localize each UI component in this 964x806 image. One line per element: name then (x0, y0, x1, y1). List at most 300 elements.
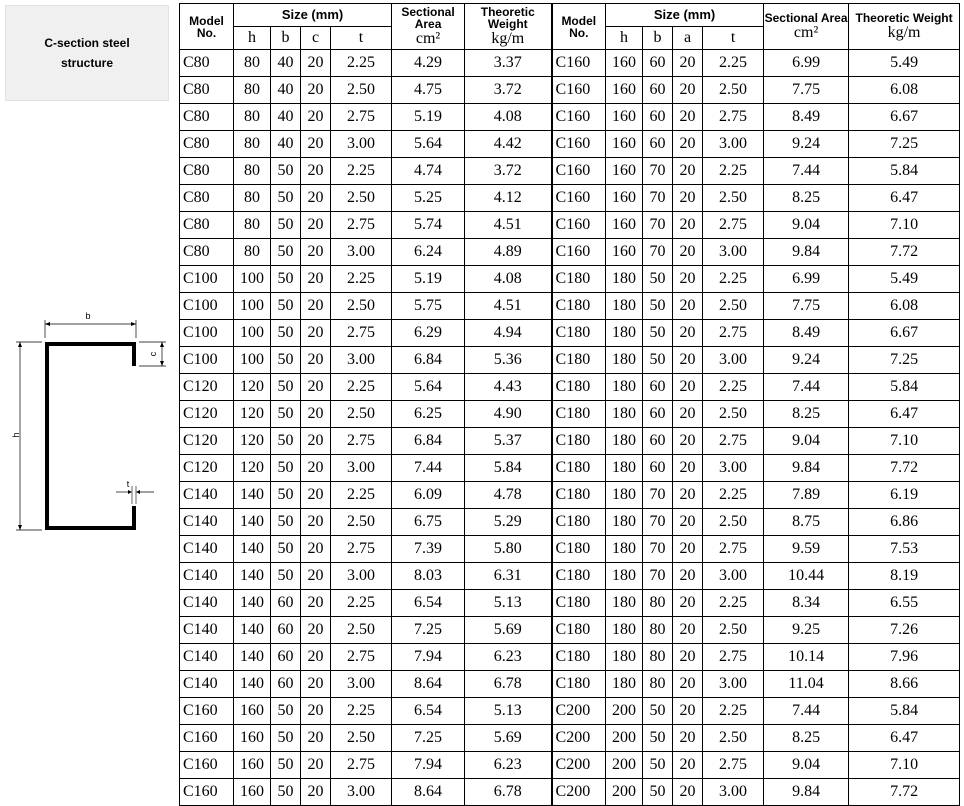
right-area-cell: 7.89 (764, 482, 849, 509)
header-h-right: h (606, 27, 643, 50)
left-b-cell: 50 (271, 185, 301, 212)
right-area-cell: 9.59 (764, 536, 849, 563)
left-b-cell: 50 (271, 401, 301, 428)
right-area-cell: 8.34 (764, 590, 849, 617)
header-area-left (392, 4, 465, 50)
left-weight-cell: 4.90 (465, 401, 552, 428)
table-row (180, 752, 960, 779)
left-c-cell: 20 (301, 50, 331, 77)
left-area-cell: 7.44 (392, 455, 465, 482)
table-row (180, 347, 960, 374)
header-weight-right (849, 4, 960, 50)
left-t-cell: 2.25 (331, 698, 392, 725)
right-model-cell: C200 (552, 725, 606, 752)
right-h-cell: 200 (606, 752, 643, 779)
right-b-cell: 60 (643, 104, 673, 131)
left-h-cell: 100 (234, 320, 271, 347)
right-c-cell: 20 (673, 77, 703, 104)
table-row (180, 185, 960, 212)
right-area-cell: 8.49 (764, 320, 849, 347)
right-h-cell: 160 (606, 212, 643, 239)
left-c-cell: 20 (301, 347, 331, 374)
right-area-cell: 9.04 (764, 212, 849, 239)
left-area-cell: 6.24 (392, 239, 465, 266)
right-h-cell: 180 (606, 347, 643, 374)
right-h-cell: 180 (606, 293, 643, 320)
right-model-cell: C200 (552, 752, 606, 779)
right-model-cell: C180 (552, 671, 606, 698)
table-row (180, 428, 960, 455)
right-model-cell: C180 (552, 509, 606, 536)
left-area-cell: 5.19 (392, 104, 465, 131)
left-b-cell: 50 (271, 347, 301, 374)
left-b-cell: 50 (271, 725, 301, 752)
left-t-cell: 2.50 (331, 77, 392, 104)
left-b-cell: 50 (271, 239, 301, 266)
left-t-cell: 2.50 (331, 509, 392, 536)
left-t-cell: 2.75 (331, 644, 392, 671)
left-area-cell: 5.19 (392, 266, 465, 293)
left-b-cell: 40 (271, 77, 301, 104)
right-t-cell: 2.75 (703, 536, 764, 563)
right-model-cell: C180 (552, 536, 606, 563)
left-model-cell: C80 (180, 239, 234, 266)
left-h-cell: 80 (234, 212, 271, 239)
left-c-cell: 20 (301, 455, 331, 482)
right-t-cell: 2.25 (703, 590, 764, 617)
left-b-cell: 50 (271, 698, 301, 725)
c-section-diagram (8, 308, 170, 540)
right-b-cell: 60 (643, 455, 673, 482)
header-weight-right-label: Theoretic Weight (855, 10, 953, 25)
table-row (180, 158, 960, 185)
right-c-cell: 20 (673, 104, 703, 131)
header-weight-right-unit: kg/m (887, 23, 921, 41)
right-c-cell: 20 (673, 725, 703, 752)
left-weight-cell: 5.69 (465, 725, 552, 752)
right-b-cell: 70 (643, 212, 673, 239)
right-t-cell: 3.00 (703, 347, 764, 374)
right-h-cell: 180 (606, 563, 643, 590)
right-weight-cell: 5.84 (849, 698, 960, 725)
left-c-cell: 20 (301, 644, 331, 671)
right-c-cell: 20 (673, 131, 703, 158)
right-weight-cell: 6.19 (849, 482, 960, 509)
table-row (180, 266, 960, 293)
right-t-cell: 2.50 (703, 401, 764, 428)
right-c-cell: 20 (673, 482, 703, 509)
left-b-cell: 40 (271, 104, 301, 131)
right-c-cell: 20 (673, 752, 703, 779)
left-model-cell: C160 (180, 779, 234, 806)
left-b-cell: 60 (271, 617, 301, 644)
right-h-cell: 180 (606, 671, 643, 698)
left-c-cell: 20 (301, 239, 331, 266)
left-t-cell: 2.75 (331, 752, 392, 779)
right-h-cell: 180 (606, 455, 643, 482)
right-area-cell: 10.44 (764, 563, 849, 590)
left-model-cell: C120 (180, 455, 234, 482)
right-t-cell: 2.75 (703, 428, 764, 455)
right-model-cell: C160 (552, 158, 606, 185)
right-h-cell: 160 (606, 77, 643, 104)
right-area-cell: 9.84 (764, 455, 849, 482)
table-row (180, 617, 960, 644)
left-h-cell: 100 (234, 266, 271, 293)
left-c-cell: 20 (301, 590, 331, 617)
left-model-cell: C80 (180, 158, 234, 185)
table-row (180, 779, 960, 806)
left-weight-cell: 6.78 (465, 671, 552, 698)
left-weight-cell: 4.51 (465, 293, 552, 320)
left-model-cell: C80 (180, 212, 234, 239)
title-line-1: C-section steel (44, 36, 130, 50)
right-weight-cell: 7.96 (849, 644, 960, 671)
right-h-cell: 180 (606, 590, 643, 617)
left-b-cell: 50 (271, 509, 301, 536)
header-weight-left-unit: kg/m (491, 29, 525, 47)
left-model-cell: C80 (180, 50, 234, 77)
header-size-right: Size (mm) (606, 4, 764, 27)
left-area-cell: 5.74 (392, 212, 465, 239)
right-c-cell: 20 (673, 428, 703, 455)
right-area-cell: 9.25 (764, 617, 849, 644)
left-t-cell: 3.00 (331, 563, 392, 590)
left-area-cell: 6.25 (392, 401, 465, 428)
left-weight-cell: 6.31 (465, 563, 552, 590)
left-c-cell: 20 (301, 266, 331, 293)
right-h-cell: 200 (606, 725, 643, 752)
table-row (180, 293, 960, 320)
left-area-cell: 7.39 (392, 536, 465, 563)
right-b-cell: 50 (643, 347, 673, 374)
left-model-cell: C80 (180, 185, 234, 212)
left-b-cell: 50 (271, 455, 301, 482)
left-model-cell: C160 (180, 725, 234, 752)
left-b-cell: 50 (271, 158, 301, 185)
right-c-cell: 20 (673, 671, 703, 698)
left-h-cell: 100 (234, 293, 271, 320)
table-row (180, 77, 960, 104)
left-b-cell: 50 (271, 374, 301, 401)
header-t-left: t (331, 27, 392, 50)
left-b-cell: 50 (271, 320, 301, 347)
left-model-cell: C140 (180, 563, 234, 590)
left-h-cell: 140 (234, 644, 271, 671)
right-t-cell: 2.25 (703, 50, 764, 77)
right-weight-cell: 6.08 (849, 77, 960, 104)
right-b-cell: 70 (643, 239, 673, 266)
left-weight-cell: 5.13 (465, 590, 552, 617)
header-weight-left-label: Theoretic Weight (480, 4, 535, 31)
right-area-cell: 8.75 (764, 509, 849, 536)
right-h-cell: 180 (606, 644, 643, 671)
left-h-cell: 140 (234, 482, 271, 509)
right-model-cell: C180 (552, 482, 606, 509)
right-h-cell: 200 (606, 698, 643, 725)
left-t-cell: 2.50 (331, 293, 392, 320)
right-area-cell: 9.84 (764, 239, 849, 266)
right-c-cell: 20 (673, 563, 703, 590)
header-weight-left (465, 4, 552, 50)
right-t-cell: 2.25 (703, 158, 764, 185)
right-b-cell: 60 (643, 77, 673, 104)
right-t-cell: 3.00 (703, 239, 764, 266)
left-t-cell: 2.25 (331, 374, 392, 401)
left-t-cell: 2.50 (331, 401, 392, 428)
table-row (180, 482, 960, 509)
header-area-right-unit: cm² (793, 23, 819, 41)
left-c-cell: 20 (301, 698, 331, 725)
left-t-cell: 2.25 (331, 482, 392, 509)
left-model-cell: C100 (180, 320, 234, 347)
right-model-cell: C160 (552, 185, 606, 212)
left-h-cell: 140 (234, 536, 271, 563)
right-c-cell: 20 (673, 374, 703, 401)
right-t-cell: 2.75 (703, 752, 764, 779)
table-row (180, 374, 960, 401)
left-c-cell: 20 (301, 104, 331, 131)
right-c-cell: 20 (673, 293, 703, 320)
right-weight-cell: 6.47 (849, 725, 960, 752)
left-b-cell: 50 (271, 536, 301, 563)
right-area-cell: 8.49 (764, 104, 849, 131)
left-c-cell: 20 (301, 185, 331, 212)
left-model-cell: C120 (180, 401, 234, 428)
c-section-profile (45, 342, 136, 530)
right-weight-cell: 7.26 (849, 617, 960, 644)
left-h-cell: 140 (234, 563, 271, 590)
left-weight-cell: 4.42 (465, 131, 552, 158)
left-t-cell: 2.75 (331, 212, 392, 239)
header-b-right: b (643, 27, 673, 50)
left-weight-cell: 3.72 (465, 158, 552, 185)
left-c-cell: 20 (301, 563, 331, 590)
left-model-cell: C80 (180, 131, 234, 158)
left-area-cell: 7.94 (392, 644, 465, 671)
header-b-left: b (271, 27, 301, 50)
left-model-cell: C140 (180, 536, 234, 563)
right-c-cell: 20 (673, 347, 703, 374)
left-weight-cell: 4.08 (465, 266, 552, 293)
right-area-cell: 7.75 (764, 293, 849, 320)
table-row (180, 698, 960, 725)
right-area-cell: 7.75 (764, 77, 849, 104)
right-b-cell: 50 (643, 293, 673, 320)
left-area-cell: 5.64 (392, 374, 465, 401)
right-h-cell: 160 (606, 158, 643, 185)
right-model-cell: C160 (552, 104, 606, 131)
right-weight-cell: 7.25 (849, 131, 960, 158)
right-model-cell: C180 (552, 347, 606, 374)
left-t-cell: 3.00 (331, 671, 392, 698)
title-box (5, 5, 169, 101)
left-area-cell: 4.29 (392, 50, 465, 77)
right-h-cell: 180 (606, 428, 643, 455)
right-t-cell: 2.25 (703, 482, 764, 509)
left-t-cell: 2.25 (331, 266, 392, 293)
left-weight-cell: 4.08 (465, 104, 552, 131)
left-model-cell: C100 (180, 293, 234, 320)
left-h-cell: 140 (234, 671, 271, 698)
left-t-cell: 2.75 (331, 536, 392, 563)
left-t-cell: 3.00 (331, 455, 392, 482)
left-weight-cell: 5.69 (465, 617, 552, 644)
table-row (180, 239, 960, 266)
right-c-cell: 20 (673, 239, 703, 266)
right-c-cell: 20 (673, 590, 703, 617)
right-weight-cell: 6.67 (849, 320, 960, 347)
left-t-cell: 3.00 (331, 347, 392, 374)
left-t-cell: 3.00 (331, 131, 392, 158)
table-row (180, 401, 960, 428)
right-t-cell: 2.75 (703, 212, 764, 239)
right-weight-cell: 6.67 (849, 104, 960, 131)
right-h-cell: 160 (606, 50, 643, 77)
right-area-cell: 7.44 (764, 698, 849, 725)
right-weight-cell: 5.49 (849, 50, 960, 77)
right-area-cell: 9.24 (764, 131, 849, 158)
left-area-cell: 4.75 (392, 77, 465, 104)
right-h-cell: 180 (606, 266, 643, 293)
header-h-left: h (234, 27, 271, 50)
right-b-cell: 60 (643, 401, 673, 428)
right-area-cell: 11.04 (764, 671, 849, 698)
right-model-cell: C160 (552, 77, 606, 104)
dim-label-c: c (148, 351, 158, 357)
right-model-cell: C180 (552, 293, 606, 320)
right-b-cell: 80 (643, 671, 673, 698)
left-model-cell: C140 (180, 644, 234, 671)
right-area-cell: 6.99 (764, 50, 849, 77)
left-b-cell: 50 (271, 428, 301, 455)
right-b-cell: 60 (643, 50, 673, 77)
left-c-cell: 20 (301, 158, 331, 185)
left-area-cell: 6.54 (392, 698, 465, 725)
right-b-cell: 70 (643, 509, 673, 536)
left-area-cell: 8.03 (392, 563, 465, 590)
right-c-cell: 20 (673, 212, 703, 239)
table-row (180, 725, 960, 752)
right-weight-cell: 6.08 (849, 293, 960, 320)
right-model-cell: C180 (552, 428, 606, 455)
right-h-cell: 180 (606, 617, 643, 644)
specification-table (179, 3, 960, 806)
right-weight-cell: 7.10 (849, 428, 960, 455)
left-h-cell: 80 (234, 50, 271, 77)
left-b-cell: 60 (271, 590, 301, 617)
right-model-cell: C180 (552, 374, 606, 401)
right-c-cell: 20 (673, 455, 703, 482)
left-h-cell: 100 (234, 347, 271, 374)
right-weight-cell: 7.72 (849, 779, 960, 806)
right-h-cell: 160 (606, 104, 643, 131)
left-t-cell: 2.25 (331, 158, 392, 185)
left-weight-cell: 6.23 (465, 752, 552, 779)
right-weight-cell: 7.53 (849, 536, 960, 563)
right-h-cell: 160 (606, 239, 643, 266)
header-t-right: t (703, 27, 764, 50)
right-b-cell: 50 (643, 752, 673, 779)
right-area-cell: 9.24 (764, 347, 849, 374)
left-c-cell: 20 (301, 374, 331, 401)
left-c-cell: 20 (301, 509, 331, 536)
right-b-cell: 60 (643, 428, 673, 455)
left-weight-cell: 4.89 (465, 239, 552, 266)
right-t-cell: 3.00 (703, 563, 764, 590)
left-h-cell: 120 (234, 428, 271, 455)
right-model-cell: C160 (552, 50, 606, 77)
right-h-cell: 180 (606, 509, 643, 536)
right-t-cell: 2.75 (703, 320, 764, 347)
right-model-cell: C160 (552, 212, 606, 239)
right-b-cell: 50 (643, 779, 673, 806)
left-t-cell: 2.75 (331, 320, 392, 347)
left-area-cell: 5.25 (392, 185, 465, 212)
left-h-cell: 140 (234, 590, 271, 617)
left-weight-cell: 6.78 (465, 779, 552, 806)
left-c-cell: 20 (301, 131, 331, 158)
right-t-cell: 2.25 (703, 266, 764, 293)
right-t-cell: 2.25 (703, 698, 764, 725)
right-t-cell: 2.50 (703, 185, 764, 212)
right-model-cell: C180 (552, 590, 606, 617)
right-weight-cell: 7.72 (849, 455, 960, 482)
left-c-cell: 20 (301, 77, 331, 104)
left-model-cell: C140 (180, 509, 234, 536)
table-row (180, 131, 960, 158)
header-c-left: c (301, 27, 331, 50)
left-t-cell: 2.50 (331, 185, 392, 212)
right-c-cell: 20 (673, 644, 703, 671)
table-row (180, 320, 960, 347)
left-weight-cell: 5.84 (465, 455, 552, 482)
table-row (180, 104, 960, 131)
right-c-cell: 20 (673, 185, 703, 212)
left-model-cell: C160 (180, 698, 234, 725)
left-t-cell: 2.50 (331, 617, 392, 644)
right-model-cell: C180 (552, 266, 606, 293)
right-h-cell: 180 (606, 482, 643, 509)
left-b-cell: 50 (271, 212, 301, 239)
left-area-cell: 6.75 (392, 509, 465, 536)
left-c-cell: 20 (301, 293, 331, 320)
right-area-cell: 9.04 (764, 428, 849, 455)
header-area-left-unit: cm² (415, 29, 441, 47)
left-weight-cell: 5.36 (465, 347, 552, 374)
left-h-cell: 80 (234, 158, 271, 185)
left-h-cell: 140 (234, 617, 271, 644)
right-h-cell: 180 (606, 374, 643, 401)
right-area-cell: 8.25 (764, 185, 849, 212)
left-model-cell: C140 (180, 671, 234, 698)
left-weight-cell: 4.12 (465, 185, 552, 212)
right-t-cell: 2.50 (703, 509, 764, 536)
left-model-cell: C80 (180, 104, 234, 131)
table-body (180, 50, 960, 806)
left-c-cell: 20 (301, 752, 331, 779)
right-c-cell: 20 (673, 698, 703, 725)
right-h-cell: 180 (606, 401, 643, 428)
right-t-cell: 3.00 (703, 671, 764, 698)
right-c-cell: 20 (673, 401, 703, 428)
table-row (180, 563, 960, 590)
left-c-cell: 20 (301, 725, 331, 752)
left-c-cell: 20 (301, 779, 331, 806)
left-area-cell: 6.29 (392, 320, 465, 347)
left-t-cell: 3.00 (331, 239, 392, 266)
left-area-cell: 6.84 (392, 347, 465, 374)
